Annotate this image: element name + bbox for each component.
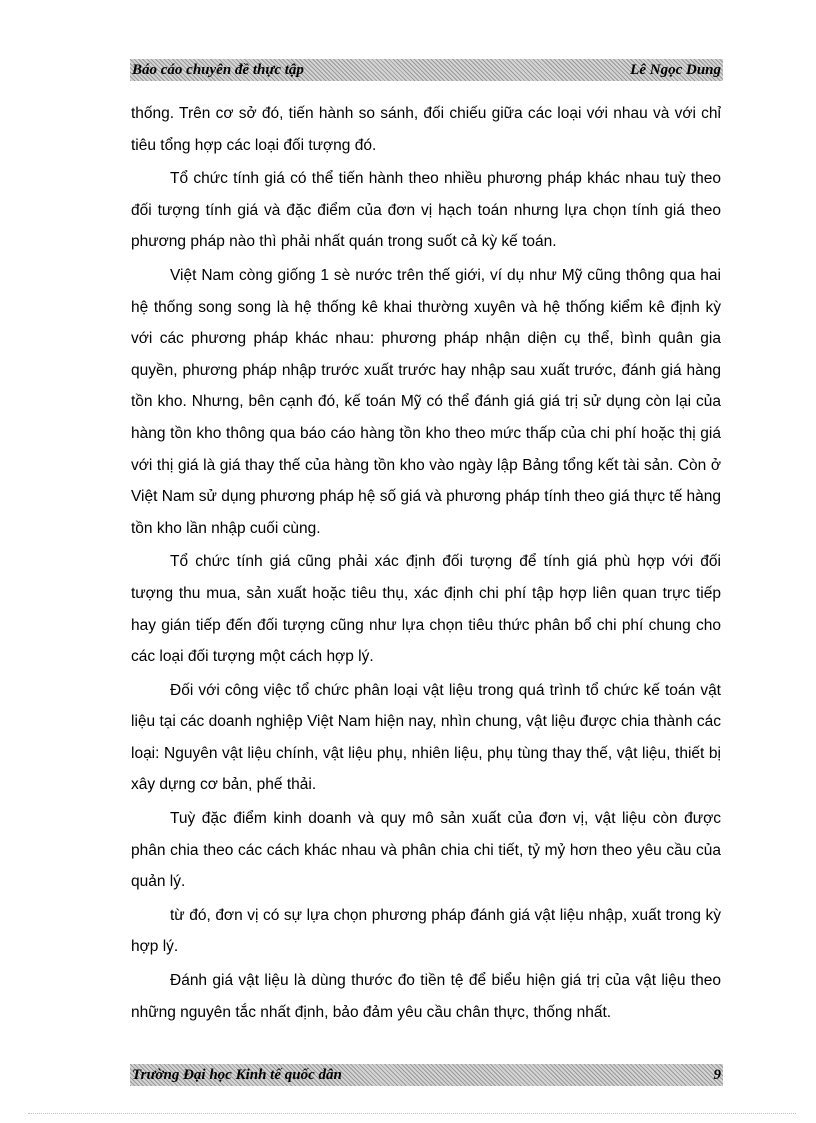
paragraph-7: từ đó, đơn vị có sự lựa chọn phương pháp đánh giá vật liệu nhập, xuất trong kỳ hợp lý. [131,906,721,956]
footer-university-name: Trường Đại học Kinh tế quốc dân [132,1066,342,1083]
header-report-title: Báo cáo chuyên đề thực tập [132,61,304,78]
page-footer [130,1064,723,1086]
paragraph-3: Việt Nam còng giống 1 sè nước trên thế giới, ví dụ như Mỹ cũng thông qua hai hệ thống song song là hệ thống kê khai thường xuyên và hệ thống kiểm kê định kỳ với các phương pháp khác nhau: phương pháp nhận diện cụ thể, bình quân gia quyền, phương pháp nhập trước xuất trước hay nhập sau xuất trước, đánh giá hàng tồn kho. Nhưng, bên cạnh đó, kế toán Mỹ có thể đánh giá giá trị sử dụng còn lại của hàng tồn kho thông qua báo cáo hàng tồn kho theo mức thấp của chi phí hoặc thị giá với thị giá là giá thay thế của hàng tồn kho vào ngày lập Bảng tổng kết tài sản. Còn ở Việt Nam sử dụng phương pháp hệ số giá và phương pháp tính theo giá thực tế hàng tồn kho lần nhập cuối cùng. [131,266,721,537]
paragraph-1: thống. Trên cơ sở đó, tiến hành so sánh, đối chiếu giữa các loại với nhau và với chỉ tiêu tổng hợp các loại đối tượng đó. [131,105,721,154]
paragraph-8: Đánh giá vật liệu là dùng thước đo tiền tệ để biểu hiện giá trị của vật liệu theo những nguyên tắc nhất định, bảo đảm yêu cầu chân thực, thống nhất. [131,972,721,1021]
page-header [130,59,723,81]
paragraph-5: Đối với công việc tổ chức phân loại vật liệu trong quá trình tổ chức kế toán vật liệu tại các doanh nghiệp Việt Nam hiện nay, nhìn chung, vật liệu được chia thành các loại: Nguyên vật liệu chính, vật liệu phụ, nhiên liệu, phụ tùng thay thế, vật liệu, thiết bị xây dựng cơ bản, phế thải. [131,681,721,794]
header-author-name: Lê Ngọc Dung [630,61,721,78]
page-bottom-divider [28,1113,796,1114]
paragraph-2: Tổ chức tính giá có thể tiến hành theo nhiều phương pháp khác nhau tuỳ theo đối tượng tính giá và đặc điểm của đơn vị hạch toán nhưng lựa chọn tính giá theo phương pháp nào thì phải nhất quán trong suốt cả kỳ kế toán. [131,170,721,251]
paragraph-4: Tổ chức tính giá cũng phải xác định đối tượng để tính giá phù hợp với đối tượng thu mua, sản xuất hoặc tiêu thụ, xác định chi phí tập hợp liên quan trực tiếp hay gián tiếp đến đối tượng cũng như lựa chọn tiêu thức phân bổ chi phí chung cho các loại đối tượng một cách hợp lý. [131,553,721,666]
document-body [131,98,721,1030]
footer-page-number: 9 [713,1066,721,1083]
paragraph-6: Tuỳ đặc điểm kinh doanh và quy mô sản xuất của đơn vị, vật liệu còn được phân chia theo các cách khác nhau và phân chia chi tiết, tỷ mỷ hơn theo yêu cầu của quản lý. [131,810,721,891]
